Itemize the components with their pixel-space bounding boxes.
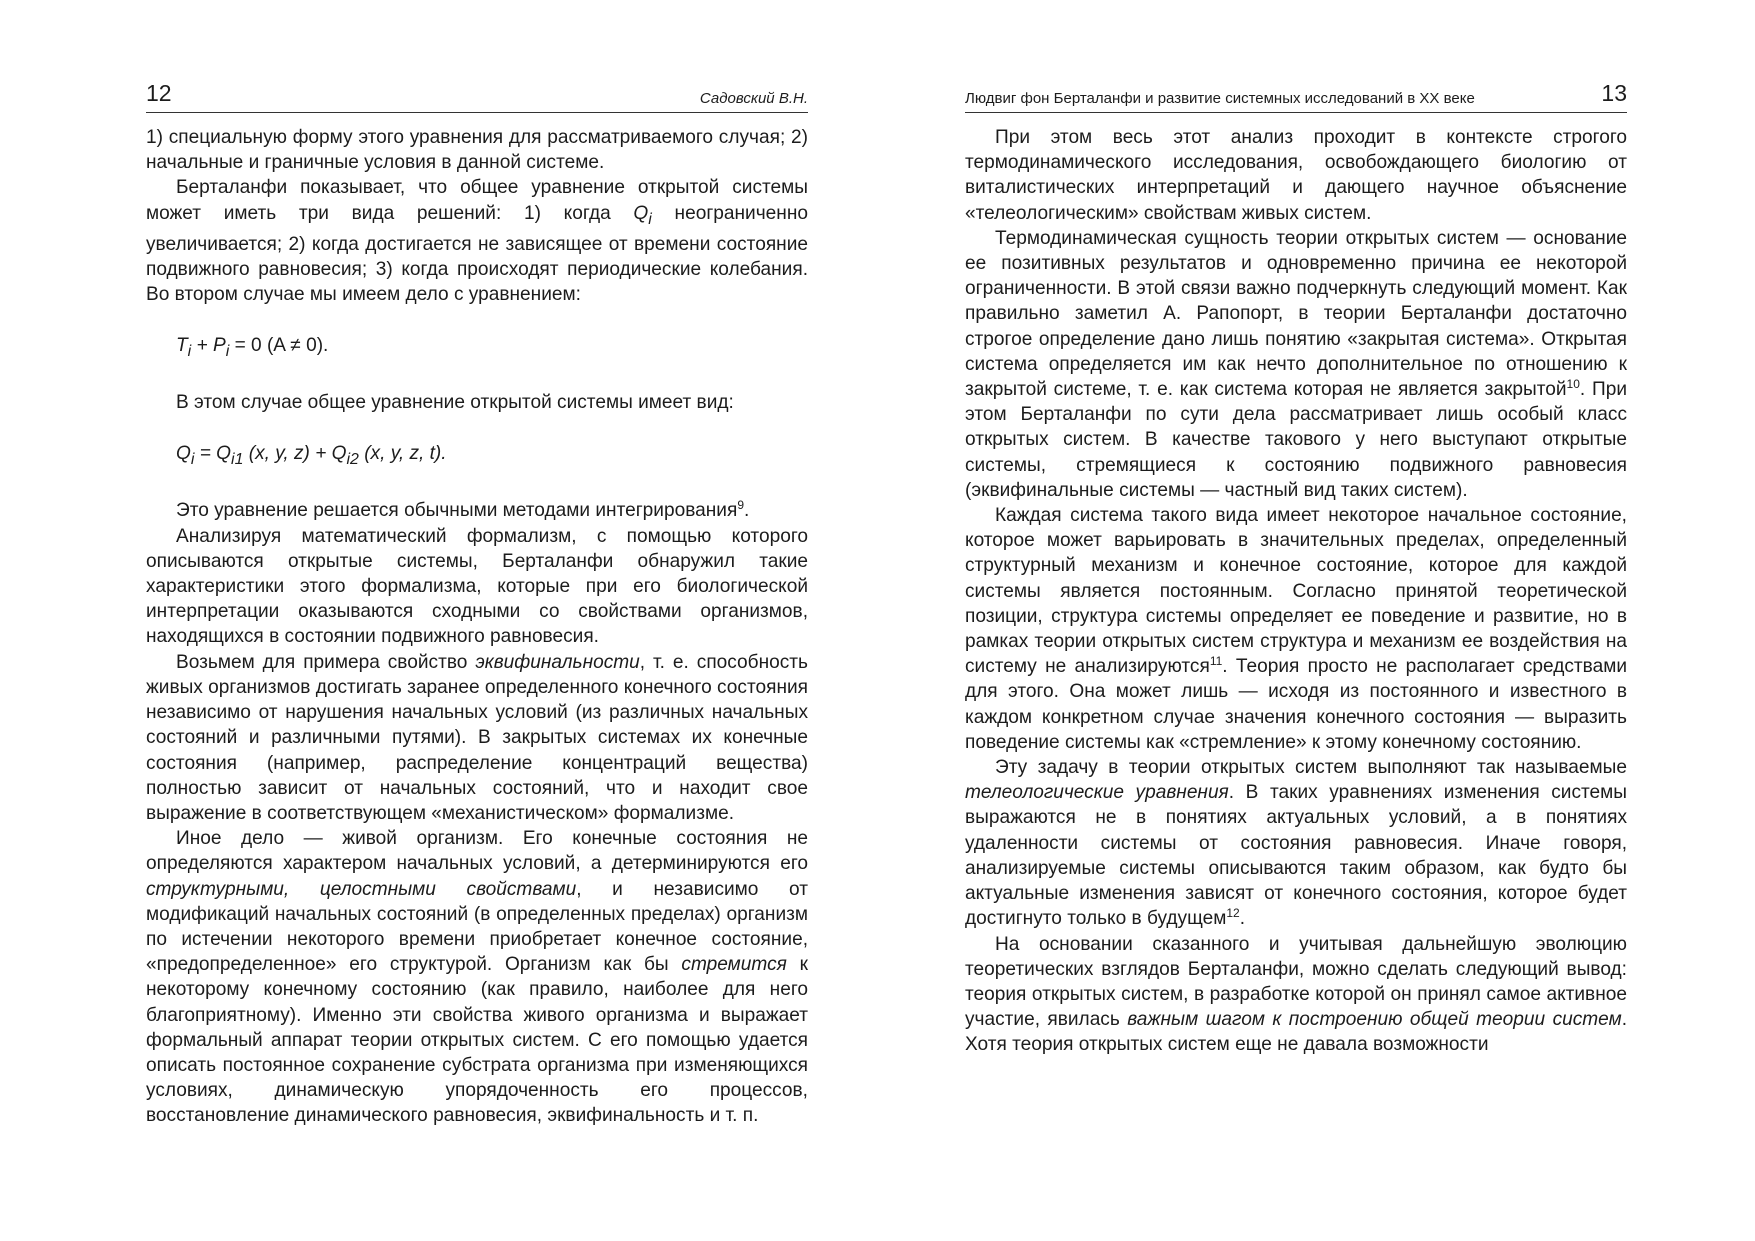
right-page: [965, 78, 1627, 1058]
footnote-ref[interactable]: 12: [1226, 906, 1240, 921]
page-number: 13: [1601, 80, 1627, 106]
paragraph: На основании сказанного и учитывая дальнейшую эволюцию теоретических взглядов Берталанфи, можно сделать следующий вывод: теория открытых систем, в разработке которой он принял самое активное участие, явилась важным шагом к построению общей теории систем. Хотя теория открытых систем еще не давала возможности: [965, 933, 1627, 1056]
paragraph: Анализируя математический формализм, с помощью которого описываются открытые системы, Берталанфи обнаружил такие характеристики этого формализма, которые при его биологической интерпретации оказываются сходными со свойствами организмов, находящихся в состоянии подвижного равновесия.: [146, 525, 808, 648]
footnote-ref[interactable]: 10: [1566, 377, 1580, 392]
paragraph: Термодинамическая сущность теории открытых систем — основание ее позитивных результатов и одновременно причина ее некоторой ограниченности. В этой связи важно подчеркнуть следующий момент. Как правильно заметил А. Рапопорт, в теории Берталанфи достаточно строгое определение дано лишь понятию «закрытая система». Открытая система определяется им как нечто дополнительное по отношению к закрытой системе, т. е. как система которая не является закрытой$^{10}$. При этом Берталанфи по сути дела рассматривает лишь особый класс открытых систем. В качестве такового у него выступают открытые системы, стремящиеся к состоянию подвижного равновесия (эквифинальные системы — частный вид таких систем).: [965, 227, 1627, 501]
equation-2: $Q_i = Q_{i1}$ (x, y, $z) + Q_{i2}$ (x, y, z, t).: [176, 443, 447, 469]
footnote-ref[interactable]: 9: [737, 498, 744, 513]
page-header: [146, 78, 808, 113]
footnote-ref[interactable]: 11: [1209, 654, 1223, 669]
equation-1: $T_i + P_i = 0$ (A ≠ 0).: [176, 335, 329, 361]
page-number: 12: [146, 80, 172, 106]
paragraph: Возьмем для примера свойство эквифинальности, т. е. способность живых организмов достигать заранее определенного конечного состояния независимо от нарушения начальных условий (из различных начальных состояний и различными путями). В закрытых системах их конечные состояния (например, распределение концентраций вещества) полностью зависит от начальных состояний, что и находит свое выражение в соответствующем «механистическом» формализме.: [146, 651, 808, 824]
left-page: [146, 78, 808, 1129]
running-head: Садовский В.Н.: [699, 90, 808, 107]
page-header: [965, 78, 1627, 113]
page-body: [146, 125, 808, 1129]
paragraph: Иное дело — живой организм. Его конечные состояния не определяются характером начальных условий, а детерминируются его структурными, целостными свойствами, и независимо от модификаций начальных состояний (в определенных пределах) организм по истечении некоторого времени приобретает конечное состояние, «предопределенное» его структурой. Организм как бы стремится к некоторому конечному состоянию (как правило, наиболее для него благоприятному). Именно эти свойства живого организма и выражает формальный аппарат теории открытых систем. С его помощью удается описать постоянное сохранение субстрата организма при изменяющихся условиях, динамическую упорядоченность его процессов, восстановление динамического равновесия, эквифинальность и т. п.: [146, 828, 809, 1127]
paragraph: Это уравнение решается обычными методами интегрирования$^9$.: [176, 498, 750, 522]
running-head: Людвиг фон Берталанфи и развитие системных исследований в XX веке: [965, 90, 1475, 107]
paragraph: Эту задачу в теории открытых систем выполняют так называемые телеологические уравнения. В таких уравнениях изменения системы выражаются не в понятиях актуальных условий, а в понятиях удаленности системы от состояния равновесия. Иначе говоря, анализируемые системы описываются таким образом, как будто бы актуальные изменения зависят от конечного состояния, которое будет достигнуто только в будущем$^{12}$.: [965, 757, 1627, 930]
paragraph: Каждая система такого вида имеет некоторое начальное состояние, которое может варьировать в значительных пределах, определенный структурный механизм и конечное состояние, которое для каждой системы является постоянным. Согласно принятой теоретической позиции, структура системы определяет ее поведение и развитие, но в рамках теории открытых систем структура и механизм ее воздействия на систему не анализируются$^{11}$. Теория просто не располагает средствами для этого. Она может лишь — исходя из постоянного и известного в каждом конкретном случае значения конечного состояния — выразить поведение системы как «стремление» к этому конечному состоянию.: [965, 505, 1627, 753]
paragraph: При этом весь этот анализ проходит в контексте строгого термодинамического исследования, освобождающего биологию от виталистических интерпретаций и дающего научное объяснение «телеологическим» свойствам живых систем.: [965, 127, 1627, 224]
paragraph: В этом случае общее уравнение открытой системы имеет вид:: [176, 392, 734, 414]
paragraph: 1) специальную форму этого уравнения для рассматриваемого случая; 2) начальные и граничные условия в данной системе.: [146, 127, 808, 174]
page-body: [965, 125, 1627, 1058]
paragraph: Берталанфи показывает, что общее уравнение открытой системы может иметь три вида решений: 1) когда $Q_i$ неограниченно увеличивается; 2) когда достигается не зависящее от времени состояние подвижного равновесия; 3) когда происходят периодические колебания. Во втором случае мы имеем дело с уравнением:: [146, 177, 809, 306]
